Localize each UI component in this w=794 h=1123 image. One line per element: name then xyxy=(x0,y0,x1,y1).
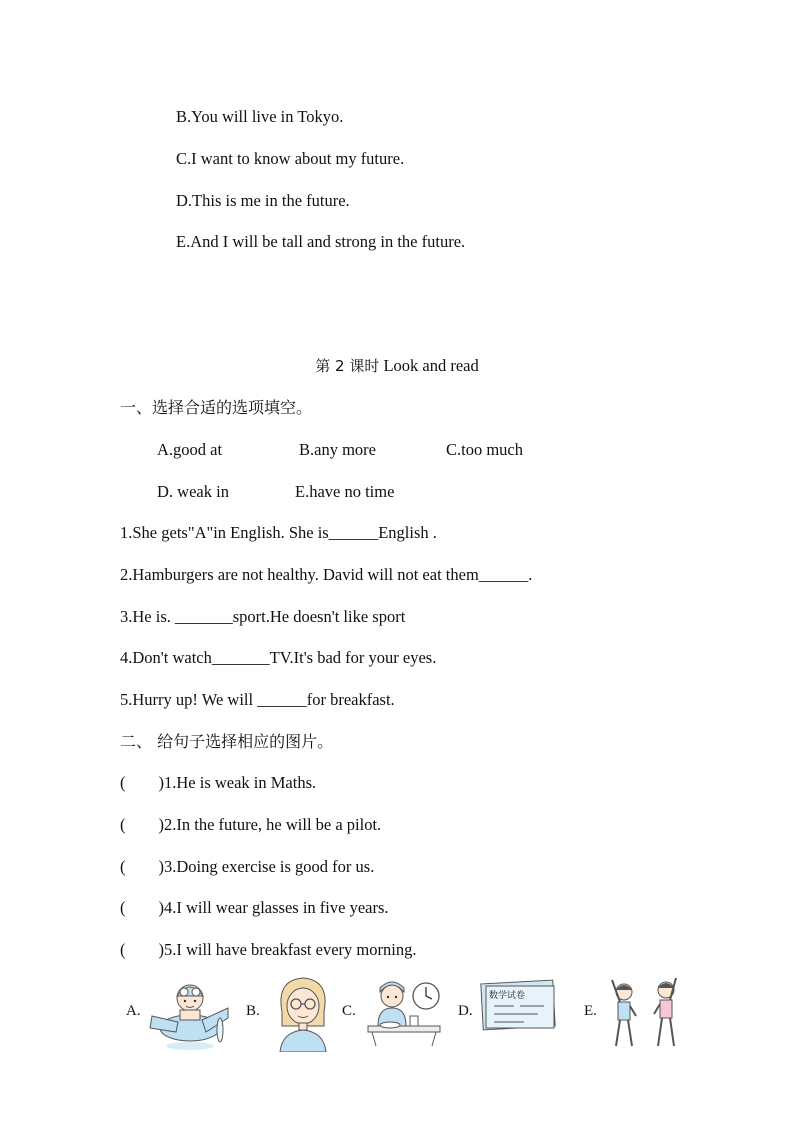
picture-c xyxy=(342,972,452,1052)
choice-b: B.any more xyxy=(299,440,376,459)
paper-label: 数学试卷 xyxy=(489,991,526,1001)
fill-question-4: 4.Don't watch_______TV.It's bad for your eyes. xyxy=(120,648,437,667)
picture-b xyxy=(246,972,346,1052)
lesson-name: Look and read xyxy=(383,356,479,375)
match-question-2: ( )2.In the future, he will be a pilot. xyxy=(120,815,382,834)
picture-a xyxy=(126,972,236,1052)
choice-e: E.have no time xyxy=(295,482,395,501)
lesson-number: 第 2 课时 xyxy=(315,357,380,375)
picture-d xyxy=(458,972,568,1052)
girls-exercising-icon xyxy=(602,972,696,1052)
picture-options xyxy=(120,972,700,1052)
picture-b-letter: B. xyxy=(246,1003,260,1019)
choice-c: C.too much xyxy=(446,440,523,459)
match-question-3: ( )3.Doing exercise is good for us. xyxy=(120,857,375,876)
boy-breakfast-clock-icon xyxy=(366,972,442,1052)
match-question-1: ( )1.He is weak in Maths. xyxy=(120,773,317,792)
match-question-5: ( )5.I will have breakfast every morning. xyxy=(120,940,417,959)
fill-question-5: 5.Hurry up! We will ______for breakfast. xyxy=(120,690,395,709)
option-c: C.I want to know about my future. xyxy=(176,149,405,168)
option-d: D.This is me in the future. xyxy=(176,191,350,210)
pilot-airplane-icon xyxy=(148,972,230,1052)
picture-e xyxy=(584,972,700,1052)
picture-d-letter: D. xyxy=(458,1003,473,1019)
fill-question-1: 1.She gets"A"in English. She is______English . xyxy=(120,523,437,542)
option-e: E.And I will be tall and strong in the future. xyxy=(176,232,466,251)
section2-heading: 二、 给句子选择相应的图片。 xyxy=(120,732,334,751)
choice-d: D. weak in xyxy=(157,482,229,501)
picture-e-letter: E. xyxy=(584,1003,597,1019)
fill-question-2: 2.Hamburgers are not healthy. David will not eat them______. xyxy=(120,565,533,584)
picture-a-letter: A. xyxy=(126,1003,141,1019)
fill-question-3: 3.He is. _______sport.He doesn't like sport xyxy=(120,607,406,626)
math-test-paper-icon xyxy=(480,972,558,1032)
picture-c-letter: C. xyxy=(342,1003,356,1019)
match-question-4: ( )4.I will wear glasses in five years. xyxy=(120,898,389,917)
lesson-title xyxy=(0,356,794,376)
girl-glasses-icon xyxy=(268,972,338,1052)
choice-a: A.good at xyxy=(157,440,223,459)
option-b: B.You will live in Tokyo. xyxy=(176,107,344,126)
section1-heading: 一、选择合适的选项填空。 xyxy=(120,398,313,417)
